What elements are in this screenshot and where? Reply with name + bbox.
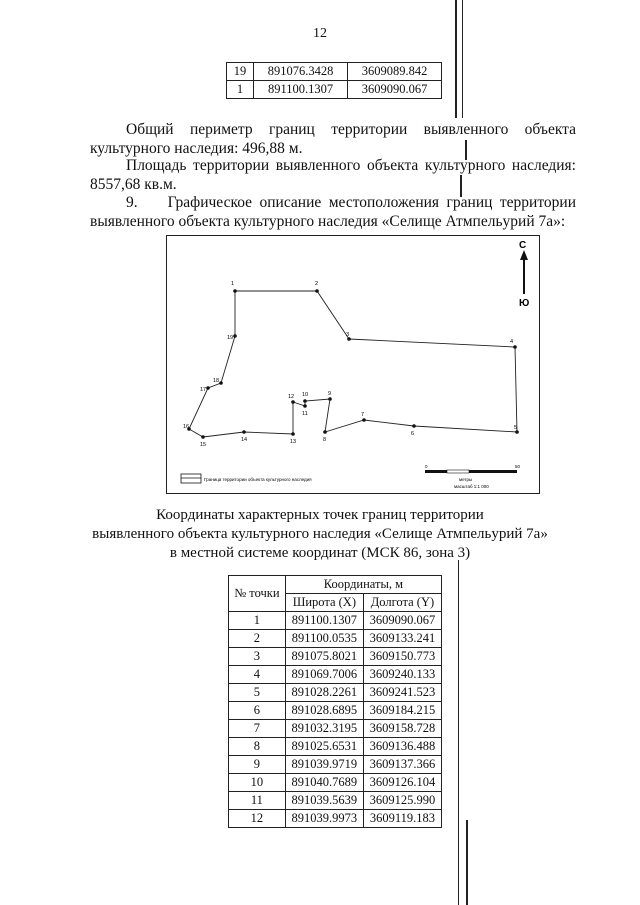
scale-text: масштаб 1:1 000 bbox=[454, 484, 489, 489]
longitude-cell: 3609090.067 bbox=[348, 81, 442, 99]
north-arrow bbox=[519, 240, 529, 309]
header-coords: Координаты, м bbox=[285, 576, 441, 594]
table-row bbox=[229, 774, 442, 792]
boundary-map bbox=[167, 236, 539, 493]
perimeter-text: Общий периметр границ территории выявленного объекта культурного наследия: 496,88 м. bbox=[90, 121, 576, 157]
boundary-point-marker bbox=[291, 400, 295, 404]
table-caption bbox=[0, 506, 640, 563]
boundary-point-marker bbox=[201, 435, 205, 439]
scale-unit: метры bbox=[459, 477, 473, 482]
point-number-cell: 9 bbox=[229, 756, 286, 774]
boundary-point-label: 11 bbox=[302, 411, 308, 417]
point-number-cell: 2 bbox=[229, 630, 286, 648]
table-row bbox=[229, 702, 442, 720]
top-table-row bbox=[227, 63, 442, 81]
longitude-cell: 3609158.728 bbox=[363, 720, 441, 738]
area-paragraph bbox=[90, 156, 576, 194]
boundary-point-marker bbox=[315, 289, 319, 293]
latitude-cell: 891028.2261 bbox=[285, 684, 363, 702]
point-number-cell: 6 bbox=[229, 702, 286, 720]
boundary-point-marker bbox=[362, 418, 366, 422]
latitude-cell: 891100.0535 bbox=[285, 630, 363, 648]
scan-artifact-line bbox=[455, 0, 457, 118]
table-row bbox=[229, 684, 442, 702]
latitude-cell: 891032.3195 bbox=[285, 720, 363, 738]
latitude-cell: 891039.9719 bbox=[285, 756, 363, 774]
map-legend bbox=[181, 474, 312, 483]
boundary-point-marker bbox=[219, 381, 223, 385]
boundary-point-label: 13 bbox=[290, 439, 297, 445]
table-row bbox=[229, 612, 442, 630]
caption-line-2: выявленного объекта культурного наследия «Селище Атмпельурий 7а» bbox=[92, 526, 548, 542]
longitude-cell: 3609137.366 bbox=[363, 756, 441, 774]
latitude-cell: 891040.7689 bbox=[285, 774, 363, 792]
boundary-point-marker bbox=[233, 289, 237, 293]
top-coordinates-table bbox=[226, 62, 442, 99]
header-lat: Широта (X) bbox=[285, 594, 363, 612]
boundary-point-label: 3 bbox=[346, 332, 350, 338]
table-row bbox=[229, 756, 442, 774]
point-number-cell: 12 bbox=[229, 810, 286, 828]
longitude-cell: 3609150.773 bbox=[363, 648, 441, 666]
latitude-cell: 891025.6531 bbox=[285, 738, 363, 756]
latitude-cell: 891039.9973 bbox=[285, 810, 363, 828]
boundary-point-label: 8 bbox=[323, 437, 327, 443]
scan-artifact-line bbox=[462, 0, 463, 118]
boundary-point-marker bbox=[206, 386, 210, 390]
page-number: 12 bbox=[313, 26, 327, 41]
longitude-cell: 3609184.215 bbox=[363, 702, 441, 720]
graphic-text: Графическое описание местоположения границ территории выявленного объекта культурного наследия «Селище Атмпельурий 7а»: bbox=[90, 194, 577, 230]
header-point: № точки bbox=[229, 576, 286, 612]
perimeter-paragraph bbox=[90, 120, 576, 158]
latitude-cell: 891039.5639 bbox=[285, 792, 363, 810]
boundary-point-label: 9 bbox=[328, 391, 332, 397]
table-row bbox=[229, 666, 442, 684]
boundary-point-marker bbox=[328, 397, 332, 401]
latitude-cell: 891075.8021 bbox=[285, 648, 363, 666]
point-number-cell: 8 bbox=[229, 738, 286, 756]
scale-end: 50 bbox=[515, 464, 521, 469]
boundary-point-marker bbox=[242, 430, 246, 434]
boundary-point-label: 10 bbox=[302, 392, 309, 398]
latitude-cell: 891100.1307 bbox=[285, 612, 363, 630]
point-number-cell: 3 bbox=[229, 648, 286, 666]
map-figure bbox=[166, 235, 540, 494]
longitude-cell: 3609136.488 bbox=[363, 738, 441, 756]
boundary-point-label: 15 bbox=[200, 442, 207, 448]
longitude-cell: 3609090.067 bbox=[363, 612, 441, 630]
south-label: Ю bbox=[519, 298, 530, 309]
boundary-point-label: 6 bbox=[411, 431, 415, 437]
point-number-cell: 19 bbox=[227, 63, 254, 81]
longitude-cell: 3609119.183 bbox=[363, 810, 441, 828]
boundary-point-marker bbox=[291, 432, 295, 436]
boundary-point-marker bbox=[303, 404, 307, 408]
boundary-point-label: 4 bbox=[510, 339, 514, 345]
longitude-cell: 3609125.990 bbox=[363, 792, 441, 810]
boundary-point-label: 7 bbox=[361, 412, 365, 418]
boundary-point-marker bbox=[513, 345, 517, 349]
longitude-cell: 3609089.842 bbox=[348, 63, 442, 81]
point-number-cell: 1 bbox=[229, 612, 286, 630]
point-number-cell: 5 bbox=[229, 684, 286, 702]
boundary-point-marker bbox=[323, 430, 327, 434]
scan-artifact-line bbox=[466, 820, 468, 905]
coordinates-table bbox=[228, 575, 442, 828]
boundary-point-label: 16 bbox=[183, 424, 190, 430]
point-number-cell: 4 bbox=[229, 666, 286, 684]
latitude-cell: 891069.7006 bbox=[285, 666, 363, 684]
north-label: С bbox=[519, 240, 527, 251]
boundary-line bbox=[189, 291, 517, 437]
table-row bbox=[229, 792, 442, 810]
graphic-paragraph bbox=[90, 193, 576, 231]
table-row bbox=[229, 810, 442, 828]
boundary-point-label: 1 bbox=[231, 281, 235, 287]
boundary-point-label: 19 bbox=[227, 335, 234, 341]
scale-bar bbox=[425, 464, 521, 489]
table-row bbox=[229, 630, 442, 648]
longitude-cell: 3609241.523 bbox=[363, 684, 441, 702]
longitude-cell: 3609126.104 bbox=[363, 774, 441, 792]
boundary-point-label: 5 bbox=[514, 425, 518, 431]
longitude-cell: 3609133.241 bbox=[363, 630, 441, 648]
boundary-point-label: 14 bbox=[241, 437, 248, 443]
latitude-cell: 891028.6895 bbox=[285, 702, 363, 720]
boundary-point-marker bbox=[233, 334, 237, 338]
boundary-point-label: 2 bbox=[315, 281, 319, 287]
longitude-cell: 3609240.133 bbox=[363, 666, 441, 684]
boundary-point-marker bbox=[303, 399, 307, 403]
point-number-cell: 10 bbox=[229, 774, 286, 792]
top-table-row bbox=[227, 81, 442, 99]
item-number: 9. bbox=[126, 194, 138, 211]
table-row bbox=[229, 648, 442, 666]
point-number-cell: 11 bbox=[229, 792, 286, 810]
scale-start: 0 bbox=[425, 464, 428, 469]
table-row bbox=[229, 720, 442, 738]
boundary-point-label: 12 bbox=[288, 394, 295, 400]
point-number-cell: 1 bbox=[227, 81, 254, 99]
boundary-point-label: 17 bbox=[200, 387, 207, 393]
caption-line-1: Координаты характерных точек границ территории bbox=[156, 507, 484, 523]
area-text: Площадь территории выявленного объекта культурного наследия: 8557,68 кв.м. bbox=[90, 157, 576, 193]
point-number-cell: 7 bbox=[229, 720, 286, 738]
latitude-cell: 891076.3428 bbox=[254, 63, 348, 81]
boundary-point-label: 18 bbox=[213, 378, 220, 384]
table-row bbox=[229, 738, 442, 756]
header-lon: Долгота (Y) bbox=[363, 594, 441, 612]
boundary-point-marker bbox=[412, 424, 416, 428]
scan-artifact-line bbox=[458, 560, 459, 905]
latitude-cell: 891100.1307 bbox=[254, 81, 348, 99]
caption-line-3: в местной системе координат (МСК 86, зона 3) bbox=[169, 545, 471, 561]
legend-text: Граница территории объекта культурного наследия bbox=[204, 477, 312, 482]
